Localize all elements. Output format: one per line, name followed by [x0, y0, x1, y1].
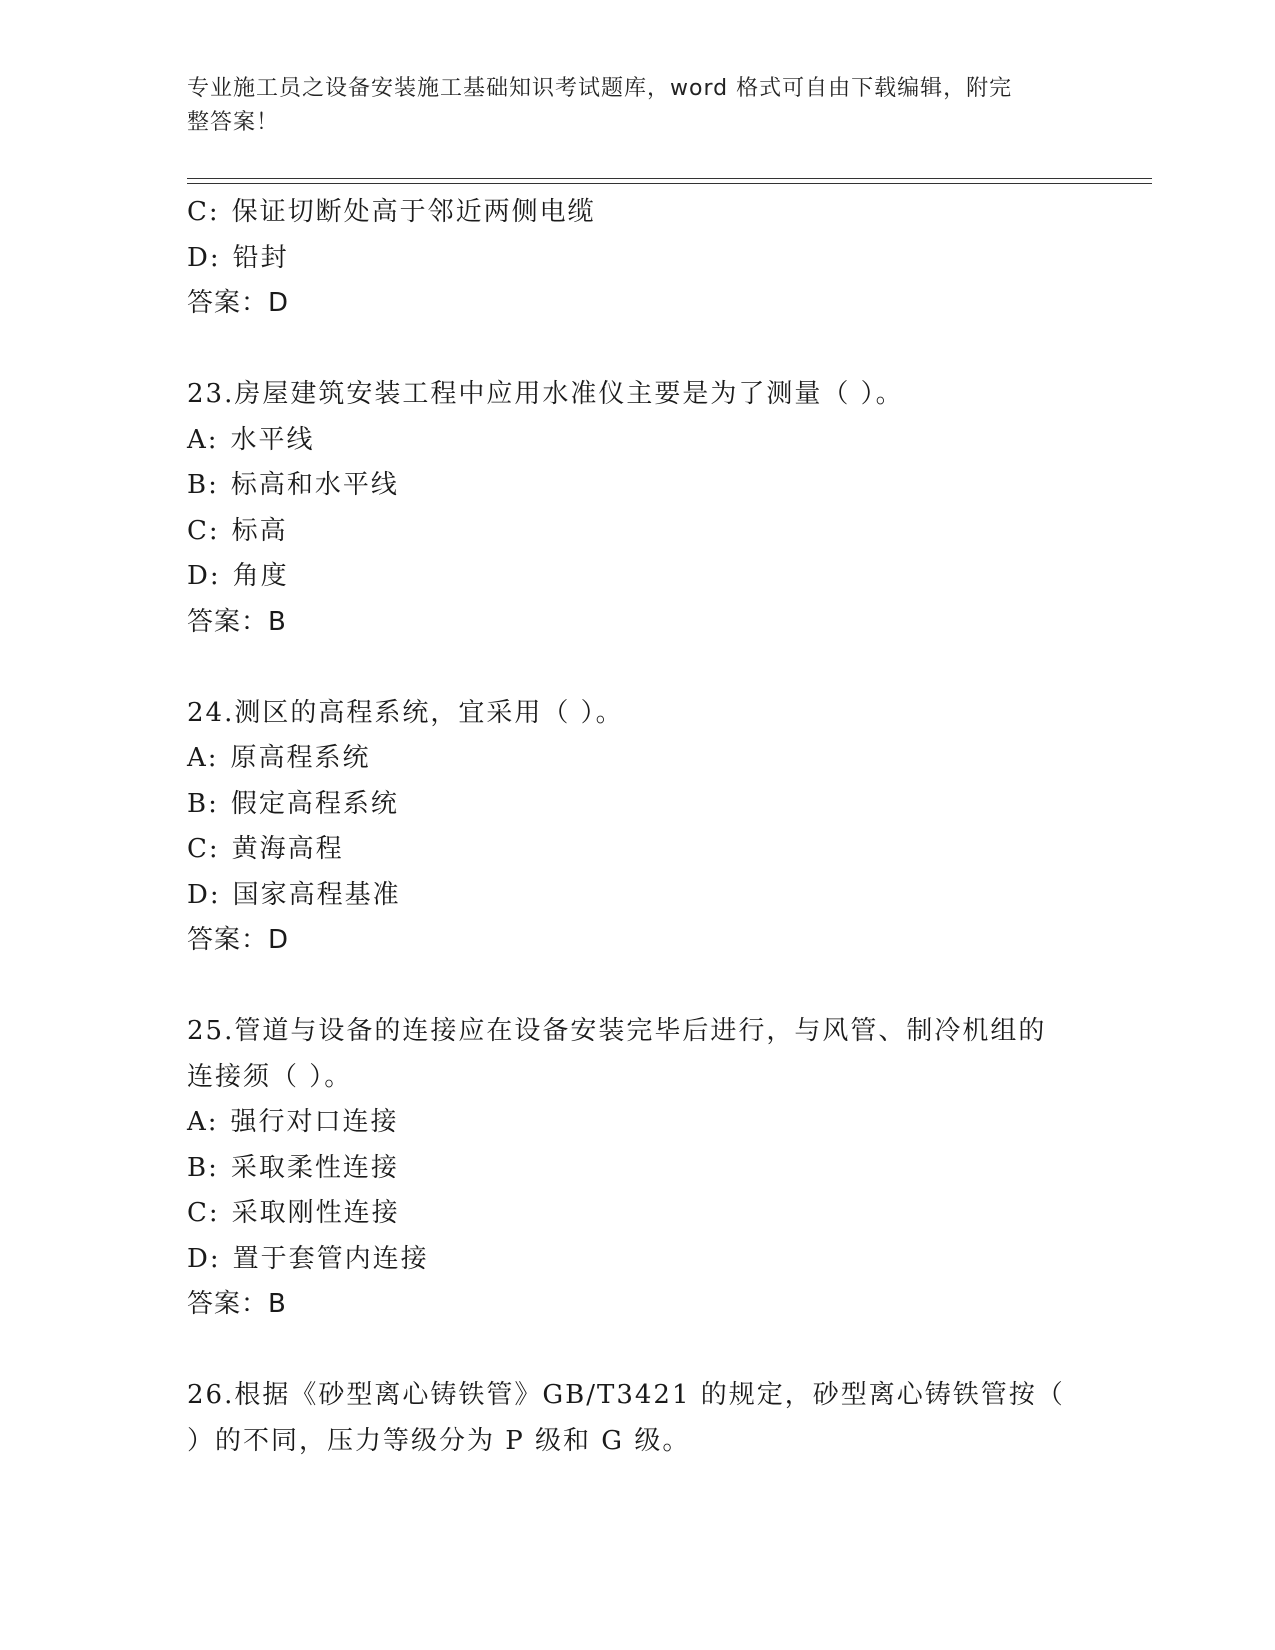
option-text: 强行对口连接: [230, 1107, 399, 1137]
option-label: C:: [187, 834, 220, 864]
option-b: [187, 1146, 1107, 1192]
header-divider-top: [187, 178, 1152, 179]
question-stem-continued: 连接须（ ）。: [187, 1061, 353, 1092]
option-text: 铅封: [232, 242, 289, 273]
option-b: [187, 463, 1107, 509]
question-list: [187, 190, 1107, 1464]
question-stem-continued: ）的不同，压力等级分为 P 级和 G 级。: [187, 1425, 691, 1456]
option-a: [187, 1100, 1107, 1146]
option-label: B:: [187, 788, 219, 819]
header-line-1: 专业施工员之设备安装施工基础知识考试题库，word 格式可自由下载编辑，附完: [187, 76, 1013, 101]
spacer: [187, 1328, 1107, 1374]
option-label: C:: [187, 197, 220, 227]
spacer: [187, 645, 1107, 691]
option-d: [187, 236, 1107, 282]
option-text: 国家高程基准: [232, 879, 401, 910]
option-text: 置于套管内连接: [232, 1243, 429, 1274]
answer: 答案：D: [187, 288, 290, 318]
option-d: [187, 1237, 1107, 1283]
answer: 答案：B: [187, 1289, 287, 1319]
document-header: [187, 72, 1067, 140]
question-stem: 25.管道与设备的连接应在设备安装完毕后进行，与风管、制冷机组的: [187, 1016, 1047, 1046]
option-label: B:: [187, 1152, 219, 1183]
option-text: 角度: [232, 561, 289, 591]
question-stem: 26.根据《砂型离心铸铁管》GB/T3421 的规定，砂型离心铸铁管按（: [187, 1380, 1065, 1410]
answer: 答案：B: [187, 606, 287, 637]
option-c: [187, 509, 1107, 555]
option-text: 假定高程系统: [230, 788, 399, 819]
option-text: 原高程系统: [230, 743, 371, 773]
header-divider-bottom: [187, 183, 1152, 184]
option-label: D:: [187, 242, 221, 273]
question-block-23: [187, 372, 1107, 691]
option-text: 标高和水平线: [230, 470, 399, 500]
option-a: [187, 736, 1107, 782]
option-label: D:: [187, 561, 221, 591]
option-d: [187, 873, 1107, 919]
answer: 答案：D: [187, 925, 290, 955]
option-text: 水平线: [230, 424, 315, 455]
option-a: [187, 418, 1107, 464]
option-label: C:: [187, 515, 220, 546]
option-label: B:: [187, 470, 219, 500]
spacer: [187, 964, 1107, 1010]
question-block-24: [187, 691, 1107, 1010]
option-text: 采取柔性连接: [230, 1152, 399, 1183]
option-label: D:: [187, 1243, 221, 1274]
option-label: C:: [187, 1198, 220, 1228]
option-label: A:: [187, 424, 219, 455]
option-text: 采取刚性连接: [231, 1198, 400, 1228]
question-block-25: [187, 1009, 1107, 1373]
option-c: [187, 827, 1107, 873]
option-text: 标高: [231, 515, 288, 546]
option-b: [187, 782, 1107, 828]
option-label: A:: [187, 1107, 219, 1137]
option-label: D:: [187, 879, 221, 910]
option-d: [187, 554, 1107, 600]
spacer: [187, 327, 1107, 373]
question-stem: 24.测区的高程系统，宜采用（ ）。: [187, 697, 624, 728]
option-text: 黄海高程: [231, 834, 344, 864]
option-label: A:: [187, 743, 219, 773]
question-block-26: [187, 1373, 1107, 1464]
option-c: [187, 1191, 1107, 1237]
question-block-22: [187, 190, 1107, 372]
option-text: 保证切断处高于邻近两侧电缆: [231, 197, 596, 227]
option-c: [187, 190, 1107, 236]
header-line-2: 整答案！: [187, 110, 280, 135]
question-stem: 23.房屋建筑安装工程中应用水准仪主要是为了测量（ ）。: [187, 379, 904, 409]
